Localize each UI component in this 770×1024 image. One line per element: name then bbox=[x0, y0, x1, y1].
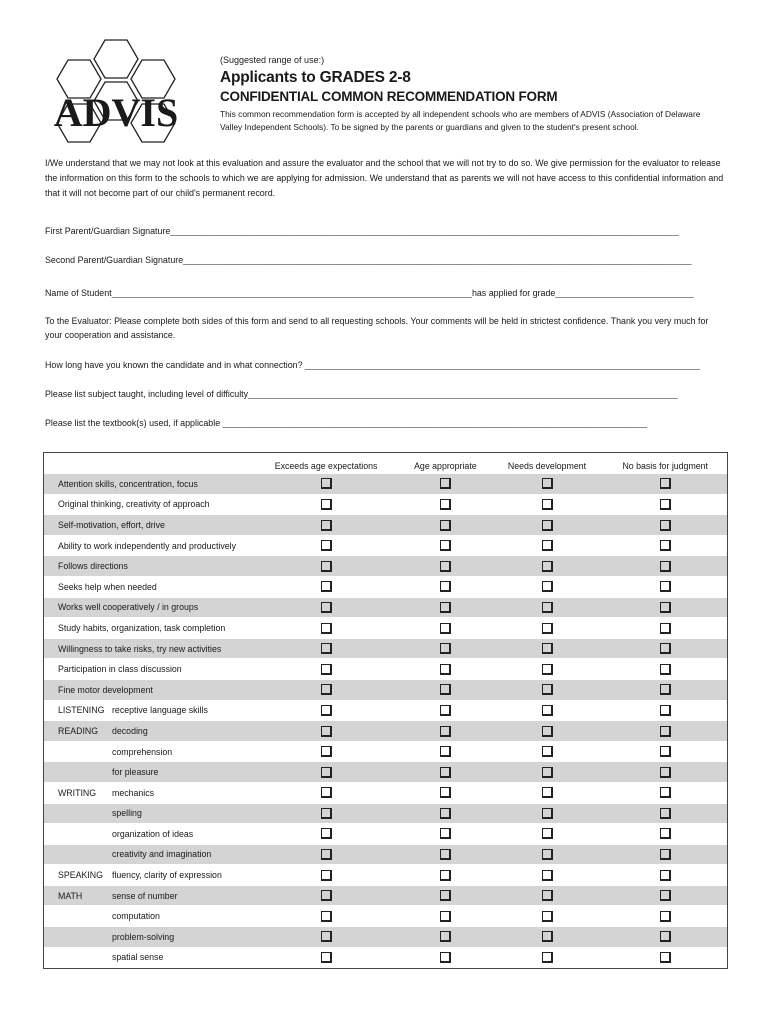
rating-cell bbox=[252, 618, 400, 639]
rating-row bbox=[44, 927, 727, 948]
rating-checkbox[interactable] bbox=[440, 767, 451, 778]
rating-checkbox[interactable] bbox=[660, 726, 671, 737]
rating-cell bbox=[400, 701, 490, 722]
rating-checkbox[interactable] bbox=[660, 911, 671, 922]
rating-checkbox[interactable] bbox=[660, 705, 671, 716]
rating-cell bbox=[491, 824, 604, 845]
rating-checkbox[interactable] bbox=[542, 478, 553, 489]
rating-checkbox[interactable] bbox=[321, 540, 332, 551]
rating-checkbox[interactable] bbox=[440, 602, 451, 613]
row-criterion: computation bbox=[112, 906, 252, 927]
rating-checkbox[interactable] bbox=[660, 664, 671, 675]
rating-row bbox=[44, 886, 727, 907]
rating-row bbox=[44, 721, 727, 742]
row-category bbox=[44, 824, 112, 845]
rating-cell bbox=[400, 556, 490, 577]
rating-checkbox[interactable] bbox=[440, 643, 451, 654]
rating-checkbox[interactable] bbox=[542, 540, 553, 551]
rating-cell bbox=[491, 783, 604, 804]
first-parent-signature-field[interactable] bbox=[45, 226, 723, 236]
rating-row bbox=[44, 495, 727, 516]
row-criterion: Ability to work independently and productively bbox=[44, 536, 252, 557]
student-name-label: Name of Student bbox=[45, 288, 112, 298]
rating-checkbox[interactable] bbox=[542, 623, 553, 634]
underline: ____________________________ bbox=[555, 288, 694, 298]
rating-checkbox[interactable] bbox=[440, 520, 451, 531]
rating-cell bbox=[491, 701, 604, 722]
rating-cell bbox=[491, 474, 604, 495]
rating-cell bbox=[400, 865, 490, 886]
row-category: SPEAKING bbox=[44, 865, 112, 886]
rating-cell bbox=[603, 701, 727, 722]
rating-checkbox[interactable] bbox=[321, 787, 332, 798]
rating-cell bbox=[603, 721, 727, 742]
rating-checkbox[interactable] bbox=[440, 870, 451, 881]
rating-cell bbox=[252, 556, 400, 577]
rating-cell bbox=[603, 948, 727, 969]
rating-cell bbox=[400, 618, 490, 639]
rating-row bbox=[44, 639, 727, 660]
rating-cell bbox=[400, 886, 490, 907]
rating-checkbox[interactable] bbox=[542, 767, 553, 778]
rating-cell bbox=[603, 577, 727, 598]
second-parent-signature-field[interactable] bbox=[45, 255, 723, 265]
rating-checkbox[interactable] bbox=[660, 787, 671, 798]
rating-cell bbox=[491, 556, 604, 577]
rating-checkbox[interactable] bbox=[542, 499, 553, 510]
rating-cell bbox=[252, 948, 400, 969]
rating-checkbox[interactable] bbox=[321, 870, 332, 881]
rating-cell bbox=[491, 577, 604, 598]
rating-checkbox[interactable] bbox=[660, 623, 671, 634]
rating-cell bbox=[400, 742, 490, 763]
rating-checkbox[interactable] bbox=[660, 602, 671, 613]
rating-checkbox[interactable] bbox=[542, 828, 553, 839]
rating-cell bbox=[400, 906, 490, 927]
rating-checkbox[interactable] bbox=[321, 643, 332, 654]
rating-cell bbox=[252, 680, 400, 701]
rating-row bbox=[44, 845, 727, 866]
rating-checkbox[interactable] bbox=[660, 931, 671, 942]
rating-cell bbox=[252, 639, 400, 660]
rating-checkbox[interactable] bbox=[542, 952, 553, 963]
rating-cell bbox=[603, 639, 727, 660]
rating-cell bbox=[400, 824, 490, 845]
rating-checkbox[interactable] bbox=[542, 705, 553, 716]
rating-cell bbox=[603, 556, 727, 577]
rating-checkbox[interactable] bbox=[542, 890, 553, 901]
rating-checkbox[interactable] bbox=[660, 952, 671, 963]
rating-checkbox[interactable] bbox=[321, 931, 332, 942]
rating-cell bbox=[400, 515, 490, 536]
rating-checkbox[interactable] bbox=[321, 767, 332, 778]
form-title-grades: Applicants to GRADES 2-8 bbox=[220, 69, 411, 86]
rating-checkbox[interactable] bbox=[321, 602, 332, 613]
rating-cell bbox=[252, 906, 400, 927]
rating-checkbox[interactable] bbox=[542, 746, 553, 757]
rating-checkbox[interactable] bbox=[542, 520, 553, 531]
ratings-body bbox=[44, 474, 727, 968]
rating-checkbox[interactable] bbox=[321, 911, 332, 922]
rating-cell bbox=[400, 783, 490, 804]
rating-cell bbox=[491, 804, 604, 825]
row-criterion: receptive language skills bbox=[112, 701, 252, 722]
rating-cell bbox=[252, 495, 400, 516]
rating-cell bbox=[400, 927, 490, 948]
rating-checkbox[interactable] bbox=[542, 870, 553, 881]
rating-checkbox[interactable] bbox=[542, 931, 553, 942]
rating-cell bbox=[400, 598, 490, 619]
rating-checkbox[interactable] bbox=[660, 849, 671, 860]
rating-checkbox[interactable] bbox=[440, 581, 451, 592]
underline: ______________________________________________________________________________________ bbox=[220, 418, 648, 428]
rating-cell bbox=[491, 639, 604, 660]
rating-checkbox[interactable] bbox=[440, 726, 451, 737]
rating-checkbox[interactable] bbox=[321, 478, 332, 489]
rating-checkbox[interactable] bbox=[660, 746, 671, 757]
rating-checkbox[interactable] bbox=[321, 952, 332, 963]
column-header: Exceeds age expectations bbox=[274, 461, 378, 471]
row-criterion: Original thinking, creativity of approach bbox=[44, 495, 252, 516]
rating-cell bbox=[603, 906, 727, 927]
rating-cell bbox=[491, 515, 604, 536]
rating-checkbox[interactable] bbox=[542, 664, 553, 675]
rating-checkbox[interactable] bbox=[440, 705, 451, 716]
rating-checkbox[interactable] bbox=[660, 870, 671, 881]
rating-row bbox=[44, 824, 727, 845]
rating-cell bbox=[400, 495, 490, 516]
textbooks-label: Please list the textbook(s) used, if applicable bbox=[45, 418, 221, 428]
rating-checkbox[interactable] bbox=[542, 808, 553, 819]
rating-checkbox[interactable] bbox=[660, 520, 671, 531]
rating-cell bbox=[603, 515, 727, 536]
rating-cell bbox=[603, 762, 727, 783]
rating-checkbox[interactable] bbox=[440, 499, 451, 510]
rating-checkbox[interactable] bbox=[321, 828, 332, 839]
rating-cell bbox=[252, 824, 400, 845]
rating-cell bbox=[603, 865, 727, 886]
rating-cell bbox=[400, 536, 490, 557]
underline: _______________________________________________________________________________________________________ bbox=[170, 226, 679, 236]
rating-checkbox[interactable] bbox=[440, 828, 451, 839]
grade-applied-label: has applied for grade bbox=[471, 288, 556, 298]
rating-checkbox[interactable] bbox=[321, 623, 332, 634]
rating-cell bbox=[491, 742, 604, 763]
row-criterion: Participation in class discussion bbox=[44, 659, 252, 680]
rating-checkbox[interactable] bbox=[660, 890, 671, 901]
textbooks-field[interactable] bbox=[45, 418, 723, 428]
rating-cell bbox=[603, 536, 727, 557]
rating-row bbox=[44, 659, 727, 680]
row-category: MATH bbox=[44, 886, 112, 907]
row-criterion: Seeks help when needed bbox=[44, 577, 252, 598]
row-criterion: Self-motivation, effort, drive bbox=[44, 515, 252, 536]
column-header: Age appropriate bbox=[414, 461, 477, 471]
logo-text: ADVIS bbox=[53, 90, 179, 135]
known-connection-field[interactable] bbox=[45, 360, 723, 370]
rating-checkbox[interactable] bbox=[440, 911, 451, 922]
row-category: WRITING bbox=[44, 783, 112, 804]
row-criterion: Study habits, organization, task completion bbox=[44, 618, 252, 639]
rating-cell bbox=[603, 845, 727, 866]
rating-cell bbox=[603, 680, 727, 701]
rating-row bbox=[44, 865, 727, 886]
rating-checkbox[interactable] bbox=[440, 561, 451, 572]
form-header bbox=[220, 55, 720, 134]
underline: _________________________________________________________________________ bbox=[111, 288, 472, 298]
rating-cell bbox=[603, 618, 727, 639]
second-parent-signature-label: Second Parent/Guardian Signature bbox=[45, 255, 184, 265]
rating-cell bbox=[252, 927, 400, 948]
rating-cell bbox=[400, 659, 490, 680]
rating-cell bbox=[400, 948, 490, 969]
rating-cell bbox=[252, 865, 400, 886]
rating-cell bbox=[252, 804, 400, 825]
rating-checkbox[interactable] bbox=[542, 787, 553, 798]
rating-checkbox[interactable] bbox=[321, 849, 332, 860]
row-criterion: Attention skills, concentration, focus bbox=[44, 474, 252, 495]
rating-row bbox=[44, 762, 727, 783]
rating-checkbox[interactable] bbox=[321, 520, 332, 531]
rating-cell bbox=[252, 536, 400, 557]
rating-checkbox[interactable] bbox=[440, 623, 451, 634]
rating-checkbox[interactable] bbox=[660, 581, 671, 592]
rating-checkbox[interactable] bbox=[321, 746, 332, 757]
rating-checkbox[interactable] bbox=[440, 540, 451, 551]
row-criterion: Willingness to take risks, try new activities bbox=[44, 639, 252, 660]
rating-checkbox[interactable] bbox=[660, 808, 671, 819]
rating-cell bbox=[603, 659, 727, 680]
form-description: This common recommendation form is accepted by all independent schools who are members of ADVIS (Association of Delaware Valley Independent Schools). To be signed by the parents or guardians and given to the student's present school. bbox=[220, 109, 701, 132]
rating-cell bbox=[603, 598, 727, 619]
rating-checkbox[interactable] bbox=[440, 787, 451, 798]
row-criterion: Works well cooperatively / in groups bbox=[44, 598, 252, 619]
rating-cell bbox=[252, 659, 400, 680]
rating-row bbox=[44, 618, 727, 639]
row-criterion: fluency, clarity of expression bbox=[112, 865, 252, 886]
row-criterion: decoding bbox=[112, 721, 252, 742]
rating-cell bbox=[400, 762, 490, 783]
rating-cell bbox=[252, 701, 400, 722]
rating-checkbox[interactable] bbox=[321, 705, 332, 716]
rating-row bbox=[44, 948, 727, 969]
rating-checkbox[interactable] bbox=[440, 478, 451, 489]
rating-cell bbox=[400, 639, 490, 660]
rating-cell bbox=[400, 804, 490, 825]
row-criterion: comprehension bbox=[112, 742, 252, 763]
rating-cell bbox=[252, 742, 400, 763]
row-category: READING bbox=[44, 721, 112, 742]
underline: _______________________________________________________________________________________ bbox=[248, 389, 678, 399]
rating-cell bbox=[400, 577, 490, 598]
row-category bbox=[44, 845, 112, 866]
rating-checkbox[interactable] bbox=[542, 684, 553, 695]
rating-cell bbox=[491, 906, 604, 927]
rating-checkbox[interactable] bbox=[660, 540, 671, 551]
row-criterion: problem-solving bbox=[112, 927, 252, 948]
row-criterion: for pleasure bbox=[112, 762, 252, 783]
rating-checkbox[interactable] bbox=[660, 828, 671, 839]
rating-cell bbox=[491, 762, 604, 783]
row-category bbox=[44, 948, 112, 969]
rating-cell bbox=[603, 495, 727, 516]
rating-row bbox=[44, 701, 727, 722]
rating-checkbox[interactable] bbox=[542, 602, 553, 613]
rating-row bbox=[44, 598, 727, 619]
rating-cell bbox=[491, 680, 604, 701]
rating-checkbox[interactable] bbox=[542, 726, 553, 737]
rating-checkbox[interactable] bbox=[440, 808, 451, 819]
underline: ________________________________________________________________________________ bbox=[302, 360, 700, 370]
known-connection-label: How long have you known the candidate and in what connection? bbox=[45, 360, 303, 370]
rating-cell bbox=[400, 845, 490, 866]
row-category: LISTENING bbox=[44, 701, 112, 722]
row-criterion: Follows directions bbox=[44, 556, 252, 577]
rating-cell bbox=[491, 618, 604, 639]
column-header: No basis for judgment bbox=[622, 461, 709, 471]
rating-cell bbox=[491, 845, 604, 866]
rating-cell bbox=[603, 474, 727, 495]
rating-checkbox[interactable] bbox=[440, 664, 451, 675]
row-category bbox=[44, 804, 112, 825]
rating-cell bbox=[252, 783, 400, 804]
subject-taught-label: Please list subject taught, including level of difficulty bbox=[45, 389, 249, 399]
rating-row bbox=[44, 474, 727, 495]
rating-cell bbox=[252, 762, 400, 783]
rating-checkbox[interactable] bbox=[440, 931, 451, 942]
evaluator-instructions: To the Evaluator: Please complete both sides of this form and send to all requesting schools. Your comments will be held in strictest confidence. Thank you very much for your cooperation and assistance. bbox=[45, 316, 709, 340]
rating-cell bbox=[252, 598, 400, 619]
underline: _______________________________________________________________________________________________________ bbox=[183, 255, 692, 265]
ratings-header-row bbox=[44, 453, 727, 474]
first-parent-signature-label: First Parent/Guardian Signature bbox=[45, 226, 171, 236]
row-criterion: spatial sense bbox=[112, 948, 252, 969]
rating-cell bbox=[603, 783, 727, 804]
rating-checkbox[interactable] bbox=[440, 849, 451, 860]
subject-taught-field[interactable] bbox=[45, 389, 723, 399]
rating-cell bbox=[400, 474, 490, 495]
rating-cell bbox=[491, 865, 604, 886]
rating-cell bbox=[252, 474, 400, 495]
rating-checkbox[interactable] bbox=[542, 643, 553, 654]
rating-cell bbox=[603, 886, 727, 907]
rating-checkbox[interactable] bbox=[321, 499, 332, 510]
row-criterion: Fine motor development bbox=[44, 680, 252, 701]
rating-checkbox[interactable] bbox=[440, 746, 451, 757]
rating-cell bbox=[491, 536, 604, 557]
rating-cell bbox=[491, 495, 604, 516]
rating-row bbox=[44, 515, 727, 536]
consent-statement: I/We understand that we may not look at this evaluation and assure the evaluator and the school that we will not try to do so. We give permission for the evaluator to release the information on this form to the schools to which we are applying for admission. We understand that as parents we will not have access to this confidential information and that it will not become part of our child's permanent record. bbox=[45, 158, 724, 198]
rating-checkbox[interactable] bbox=[542, 849, 553, 860]
rating-cell bbox=[491, 721, 604, 742]
rating-checkbox[interactable] bbox=[321, 684, 332, 695]
rating-checkbox[interactable] bbox=[440, 890, 451, 901]
rating-checkbox[interactable] bbox=[542, 561, 553, 572]
row-category bbox=[44, 927, 112, 948]
rating-cell bbox=[400, 680, 490, 701]
rating-checkbox[interactable] bbox=[660, 478, 671, 489]
rating-cell bbox=[603, 927, 727, 948]
rating-checkbox[interactable] bbox=[321, 890, 332, 901]
rating-checkbox[interactable] bbox=[660, 561, 671, 572]
rating-row bbox=[44, 680, 727, 701]
rating-cell bbox=[252, 515, 400, 536]
rating-checkbox[interactable] bbox=[321, 808, 332, 819]
rating-cell bbox=[252, 886, 400, 907]
rating-cell bbox=[603, 804, 727, 825]
suggested-range: (Suggested range of use:) bbox=[220, 55, 325, 65]
row-category bbox=[44, 906, 112, 927]
rating-row bbox=[44, 536, 727, 557]
rating-cell bbox=[603, 824, 727, 845]
row-category bbox=[44, 762, 112, 783]
rating-checkbox[interactable] bbox=[321, 726, 332, 737]
rating-checkbox[interactable] bbox=[660, 767, 671, 778]
rating-checkbox[interactable] bbox=[440, 684, 451, 695]
rating-row bbox=[44, 577, 727, 598]
rating-cell bbox=[252, 721, 400, 742]
rating-cell bbox=[491, 927, 604, 948]
column-header: Needs development bbox=[507, 461, 587, 471]
row-criterion: sense of number bbox=[112, 886, 252, 907]
rating-row bbox=[44, 742, 727, 763]
row-category bbox=[44, 742, 112, 763]
rating-cell bbox=[491, 598, 604, 619]
row-criterion: creativity and imagination bbox=[112, 845, 252, 866]
rating-cell bbox=[252, 845, 400, 866]
rating-cell bbox=[603, 742, 727, 763]
rating-checkbox[interactable] bbox=[660, 684, 671, 695]
rating-cell bbox=[491, 659, 604, 680]
rating-cell bbox=[491, 886, 604, 907]
rating-checkbox[interactable] bbox=[321, 561, 332, 572]
rating-checkbox[interactable] bbox=[542, 911, 553, 922]
rating-checkbox[interactable] bbox=[542, 581, 553, 592]
rating-checkbox[interactable] bbox=[440, 952, 451, 963]
advis-logo bbox=[42, 36, 192, 148]
rating-checkbox[interactable] bbox=[321, 581, 332, 592]
student-name-row[interactable] bbox=[45, 288, 723, 298]
rating-checkbox[interactable] bbox=[660, 643, 671, 654]
rating-row bbox=[44, 783, 727, 804]
rating-cell bbox=[400, 721, 490, 742]
rating-cell bbox=[491, 948, 604, 969]
rating-row bbox=[44, 556, 727, 577]
rating-checkbox[interactable] bbox=[660, 499, 671, 510]
form-title: CONFIDENTIAL COMMON RECOMMENDATION FORM bbox=[220, 89, 558, 104]
rating-row bbox=[44, 906, 727, 927]
row-criterion: spelling bbox=[112, 804, 252, 825]
rating-cell bbox=[252, 577, 400, 598]
row-criterion: mechanics bbox=[112, 783, 252, 804]
row-criterion: organization of ideas bbox=[112, 824, 252, 845]
rating-row bbox=[44, 804, 727, 825]
ratings-table bbox=[43, 452, 728, 969]
rating-checkbox[interactable] bbox=[321, 664, 332, 675]
